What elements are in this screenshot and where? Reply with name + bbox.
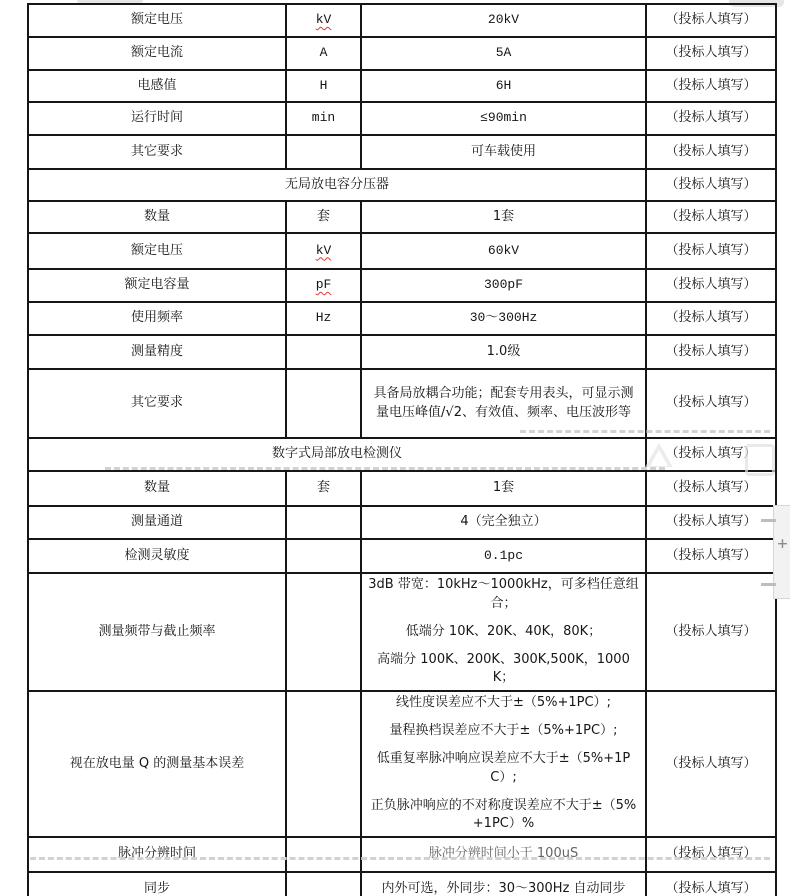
bidder-fill-note: （投标人填写） [646, 872, 776, 896]
param-unit [286, 135, 361, 169]
param-value: 6H [361, 70, 646, 102]
param-name: 使用频率 [28, 302, 286, 335]
spec-line: 低端分 10K、20K、40K，80K； [405, 623, 602, 639]
param-name: 视在放电量 Q 的测量基本误差 [28, 691, 286, 837]
bidder-fill-note: （投标人填写） [646, 302, 776, 335]
spec-line: 高端分 100K、200K、300K,500K，1000K； [377, 651, 630, 686]
param-unit [286, 837, 361, 872]
param-name: 运行时间 [28, 102, 286, 135]
bidder-fill-note: （投标人填写） [646, 471, 776, 506]
spec-line: 3dB 带宽：10kHz～1000kHz，可多档任意组合； [368, 577, 639, 611]
param-unit: 套 [286, 471, 361, 506]
bidder-fill-note: （投标人填写） [646, 369, 776, 438]
bidder-fill-note: （投标人填写） [646, 506, 776, 539]
bidder-fill-note: （投标人填写） [646, 837, 776, 872]
param-name: 检测灵敏度 [28, 539, 286, 573]
param-unit [286, 573, 361, 691]
param-value: 300pF [361, 269, 646, 302]
param-unit [286, 335, 361, 369]
param-value: 内外可选，外同步：30～300Hz 自动同步 [361, 872, 646, 896]
table-row [28, 573, 776, 691]
spellcheck-underline: kV [315, 242, 332, 258]
param-unit [286, 872, 361, 896]
param-unit [286, 233, 361, 269]
spec-line: 量程换档误差应不大于±（5%+1PC）; [389, 723, 618, 739]
table-row [28, 37, 776, 70]
param-value: 1套 [361, 471, 646, 506]
spec-line: 低重复率脉冲响应误差应不大于±（5%+1PC）; [376, 750, 631, 785]
table-row [28, 335, 776, 369]
param-unit [286, 506, 361, 539]
table-row [28, 471, 776, 506]
table-row [28, 506, 776, 539]
table-row [28, 201, 776, 233]
param-name: 其它要求 [28, 369, 286, 438]
param-value [361, 573, 646, 691]
bidder-fill-note: （投标人填写） [646, 135, 776, 169]
table-row [28, 539, 776, 573]
bidder-fill-note: （投标人填写） [646, 4, 776, 37]
bidder-fill-note: （投标人填写） [646, 269, 776, 302]
param-name: 额定电压 [28, 233, 286, 269]
param-unit: Hz [286, 302, 361, 335]
param-unit [286, 4, 361, 37]
bidder-fill-note: （投标人填写） [646, 691, 776, 837]
section-header-cell: 无局放电容分压器 [28, 169, 646, 201]
param-name: 测量频带与截止频率 [28, 573, 286, 691]
spec-line: 正负脉冲响应的不对称度误差应不大于±（5%+1PC）% [370, 797, 637, 832]
param-name: 额定电压 [28, 4, 286, 37]
param-name: 同步 [28, 872, 286, 896]
param-value: 1套 [361, 201, 646, 233]
table-row [28, 135, 776, 169]
table-row [28, 269, 776, 302]
scrollbar-dash-top[interactable] [761, 519, 776, 522]
param-unit: A [286, 37, 361, 70]
param-name: 数量 [28, 471, 286, 506]
param-value: 脉冲分辨时间小于 100uS [361, 837, 646, 872]
spellcheck-underline: pF [315, 277, 332, 293]
bidder-fill-note: （投标人填写） [646, 70, 776, 102]
bidder-fill-note: （投标人填写） [646, 438, 776, 471]
table-row [28, 70, 776, 102]
param-unit: min [286, 102, 361, 135]
param-value: 可车载使用 [361, 135, 646, 169]
param-value: 60kV [361, 233, 646, 269]
param-name: 测量通道 [28, 506, 286, 539]
param-unit [286, 269, 361, 302]
section-row [28, 438, 776, 471]
table-row [28, 102, 776, 135]
bidder-fill-note: （投标人填写） [646, 37, 776, 70]
table-row [28, 837, 776, 872]
spellcheck-underline: kV [315, 12, 332, 28]
bidder-fill-note: （投标人填写） [646, 335, 776, 369]
param-name: 额定电流 [28, 37, 286, 70]
bidder-fill-note: （投标人填写） [646, 169, 776, 201]
table-row [28, 872, 776, 896]
bidder-fill-note: （投标人填写） [646, 201, 776, 233]
section-row [28, 169, 776, 201]
param-unit [286, 539, 361, 573]
table-row [28, 4, 776, 37]
param-value [361, 691, 646, 837]
param-unit: 套 [286, 201, 361, 233]
param-value: 4（完全独立） [361, 506, 646, 539]
param-unit [286, 691, 361, 837]
param-name: 其它要求 [28, 135, 286, 169]
param-name: 额定电容量 [28, 269, 286, 302]
param-unit: H [286, 70, 361, 102]
param-value: 1.0级 [361, 335, 646, 369]
param-value: 具备局放耦合功能；配套专用表头，可显示测量电压峰值/√2、有效值、频率、电压波形等 [361, 369, 646, 438]
bidder-fill-note: （投标人填写） [646, 539, 776, 573]
expand-plus-button[interactable]: + [777, 534, 788, 554]
table-row [28, 369, 776, 438]
param-name: 脉冲分辨时间 [28, 837, 286, 872]
section-header-cell: 数字式局部放电检测仪 [28, 438, 646, 471]
table-row [28, 302, 776, 335]
param-value: ≤90min [361, 102, 646, 135]
param-name: 测量精度 [28, 335, 286, 369]
table-row [28, 691, 776, 837]
spec-line: 线性度误差应不大于±（5%+1PC）; [396, 695, 611, 711]
scrollbar-dash-bottom[interactable] [761, 583, 776, 586]
param-value: 20kV [361, 4, 646, 37]
param-name: 数量 [28, 201, 286, 233]
bidder-fill-note: （投标人填写） [646, 102, 776, 135]
table-row [28, 233, 776, 269]
bidder-fill-note: （投标人填写） [646, 573, 776, 691]
param-value: 0.1pc [361, 539, 646, 573]
spec-table [27, 3, 777, 896]
param-value: 5A [361, 37, 646, 70]
param-value: 30～300Hz [361, 302, 646, 335]
bidder-fill-note: （投标人填写） [646, 233, 776, 269]
param-unit [286, 369, 361, 438]
param-name: 电感值 [28, 70, 286, 102]
